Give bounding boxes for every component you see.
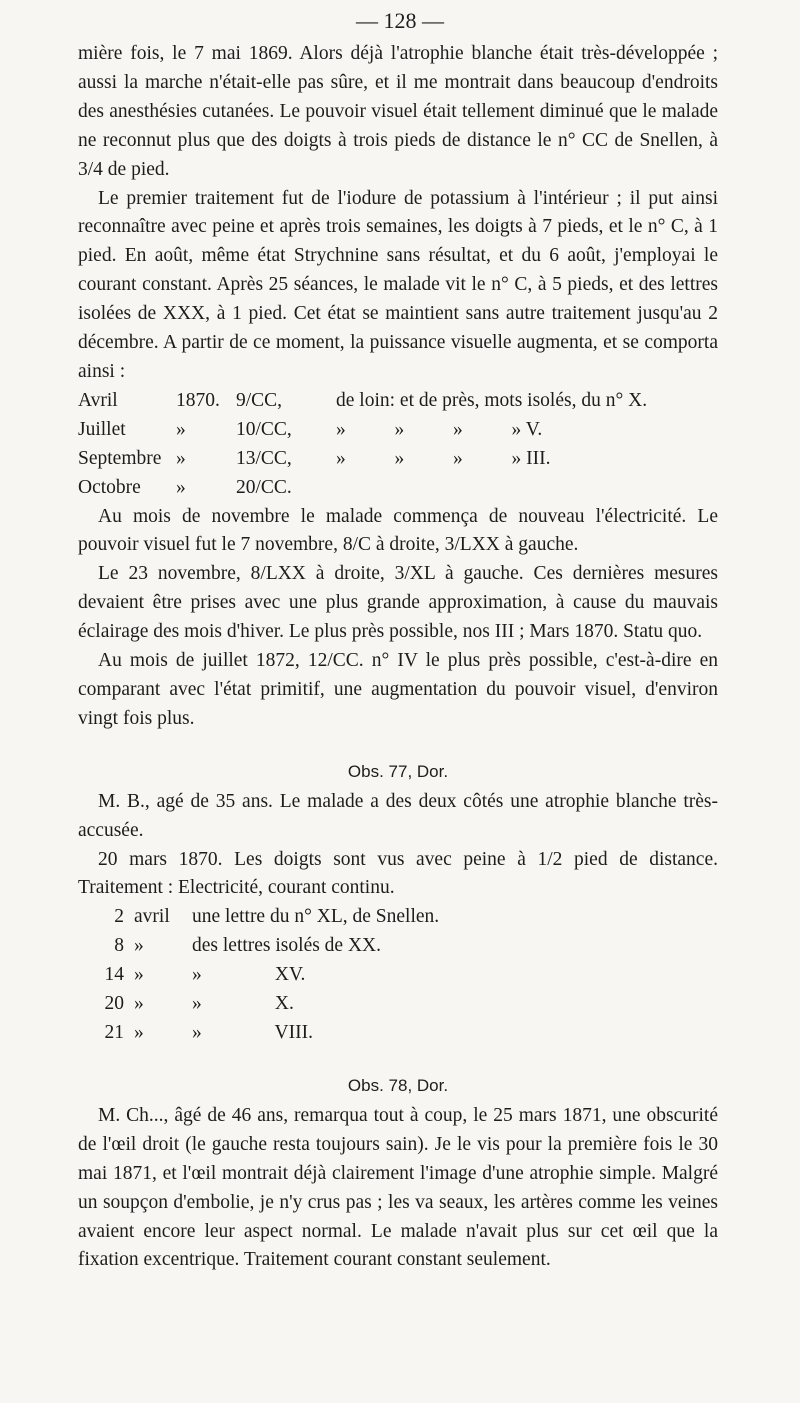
observation-heading: Obs. 77, Dor. bbox=[347, 761, 449, 781]
day: 20 bbox=[104, 993, 124, 1015]
month: » bbox=[134, 935, 144, 957]
day: 2 bbox=[114, 906, 124, 928]
remark: » » » » III. bbox=[336, 447, 551, 469]
remark: » » » » V. bbox=[336, 418, 543, 440]
month: avril bbox=[134, 906, 170, 928]
remark bbox=[336, 474, 718, 503]
paragraph: Le 23 novembre, 8/LXX à droite, 3/XL à gauche. Ces dernières mesures devaient être prises avec une plus grande approximation, à cause du mauvais éclairage des mois d'hiver. Le plus près possible, nos III ; Mars 1870. Statu quo. bbox=[78, 563, 718, 643]
result: » XV. bbox=[192, 964, 306, 986]
table-row bbox=[78, 474, 718, 503]
table-row bbox=[78, 932, 718, 961]
acuity: 20/CC. bbox=[236, 476, 292, 498]
table-row bbox=[78, 416, 718, 445]
year: » bbox=[176, 418, 186, 440]
month: Octobre bbox=[78, 476, 141, 498]
paragraph: Au mois de juillet 1872, 12/CC. n° IV le plus près possible, c'est-à-dire en comparant avec l'état primitif, une augmentation du pouvoir visuel, d'environ vingt fois plus. bbox=[78, 650, 718, 729]
paragraph: mière fois, le 7 mai 1869. Alors déjà l'atrophie blanche était très-développée ; aussi la marche n'était-elle pas sûre, et il me montrait dans beaucoup d'endroits des anesthésies cutanées. Le pouvoir visuel était tellement diminué que le malade ne reconnut plus que des doigts à trois pieds de distance le n° CC de Snellen, à 3/4 de pied. bbox=[78, 43, 718, 180]
paragraph: Le premier traitement fut de l'iodure de potassium à l'intérieur ; il put ainsi reconnaître avec peine et après trois semaines, les doigts à 7 pieds, et le n° C, à 1 pied. En août, même état Strychnine sans résultat, et du 6 août, j'employai le courant constant. Après 25 séances, le malade vit le n° C, à 5 pieds, et des lettres isolées de XXX, à 1 pied. Cet état se maintient sans autre traitement jusqu'au 2 décembre. A partir de ce moment, la puissance visuelle augmenta, et se comporta ainsi : bbox=[78, 187, 718, 382]
remark: de loin: et de près, mots isolés, du n° X. bbox=[336, 389, 648, 411]
acuity: 9/CC, bbox=[236, 389, 283, 411]
paragraph: M. B., agé de 35 ans. Le malade a des deux côtés une atrophie blanche très-accusée. bbox=[78, 790, 718, 841]
year: 1870. bbox=[176, 389, 220, 411]
paragraph: 20 mars 1870. Les doigts sont vus avec peine à 1/2 pied de distance. Traitement : Electricité, courant continu. bbox=[78, 848, 718, 899]
observation-heading: Obs. 78, Dor. bbox=[347, 1075, 449, 1095]
table-row bbox=[78, 903, 718, 932]
vision-progress-table bbox=[78, 387, 718, 503]
result: » VIII. bbox=[192, 1022, 313, 1043]
table-row bbox=[78, 1019, 718, 1048]
day: 8 bbox=[114, 935, 124, 957]
month: » bbox=[134, 964, 144, 986]
page-text bbox=[78, 40, 718, 1275]
result: » X. bbox=[192, 993, 294, 1015]
result: des lettres isolés de XX. bbox=[192, 935, 382, 957]
table-row bbox=[78, 961, 718, 990]
table-row bbox=[78, 387, 718, 416]
month: Septembre bbox=[78, 447, 162, 469]
table-row bbox=[78, 990, 718, 1019]
paragraph: Au mois de novembre le malade commença de nouveau l'électricité. Le pouvoir visuel fut le 7 novembre, 8/C à droite, 3/LXX à gauche. bbox=[78, 505, 718, 556]
page-number: — 128 — bbox=[356, 8, 444, 33]
paragraph: M. Ch..., âgé de 46 ans, remarqua tout à coup, le 25 mars 1871, une obscurité de l'œil droit (le gauche resta toujours sain). Je le vis pour la première fois le 30 mai 1871, et l'œil montrait déjà clairement l'image d'une atrophie simple. Malgré un soupçon d'embolie, je n'y crus pas ; les va seaux, les artères comme les veines avaient encore leur aspect normal. Le malade n'avait plus sur cet œil que la fixation excentrique. Traitement courant constant seulement. bbox=[78, 1104, 718, 1271]
day: 21 bbox=[104, 1022, 124, 1043]
table-row bbox=[78, 445, 718, 474]
day: 14 bbox=[104, 964, 124, 986]
year: » bbox=[176, 447, 186, 469]
result: une lettre du n° XL, de Snellen. bbox=[192, 906, 440, 928]
acuity: 13/CC, bbox=[236, 447, 292, 469]
month: » bbox=[134, 993, 144, 1015]
year: » bbox=[176, 476, 186, 498]
month: Juillet bbox=[78, 418, 126, 440]
month: Avril bbox=[78, 389, 118, 411]
acuity: 10/CC, bbox=[236, 418, 292, 440]
observation-table bbox=[78, 903, 718, 1048]
month: » bbox=[134, 1022, 144, 1043]
